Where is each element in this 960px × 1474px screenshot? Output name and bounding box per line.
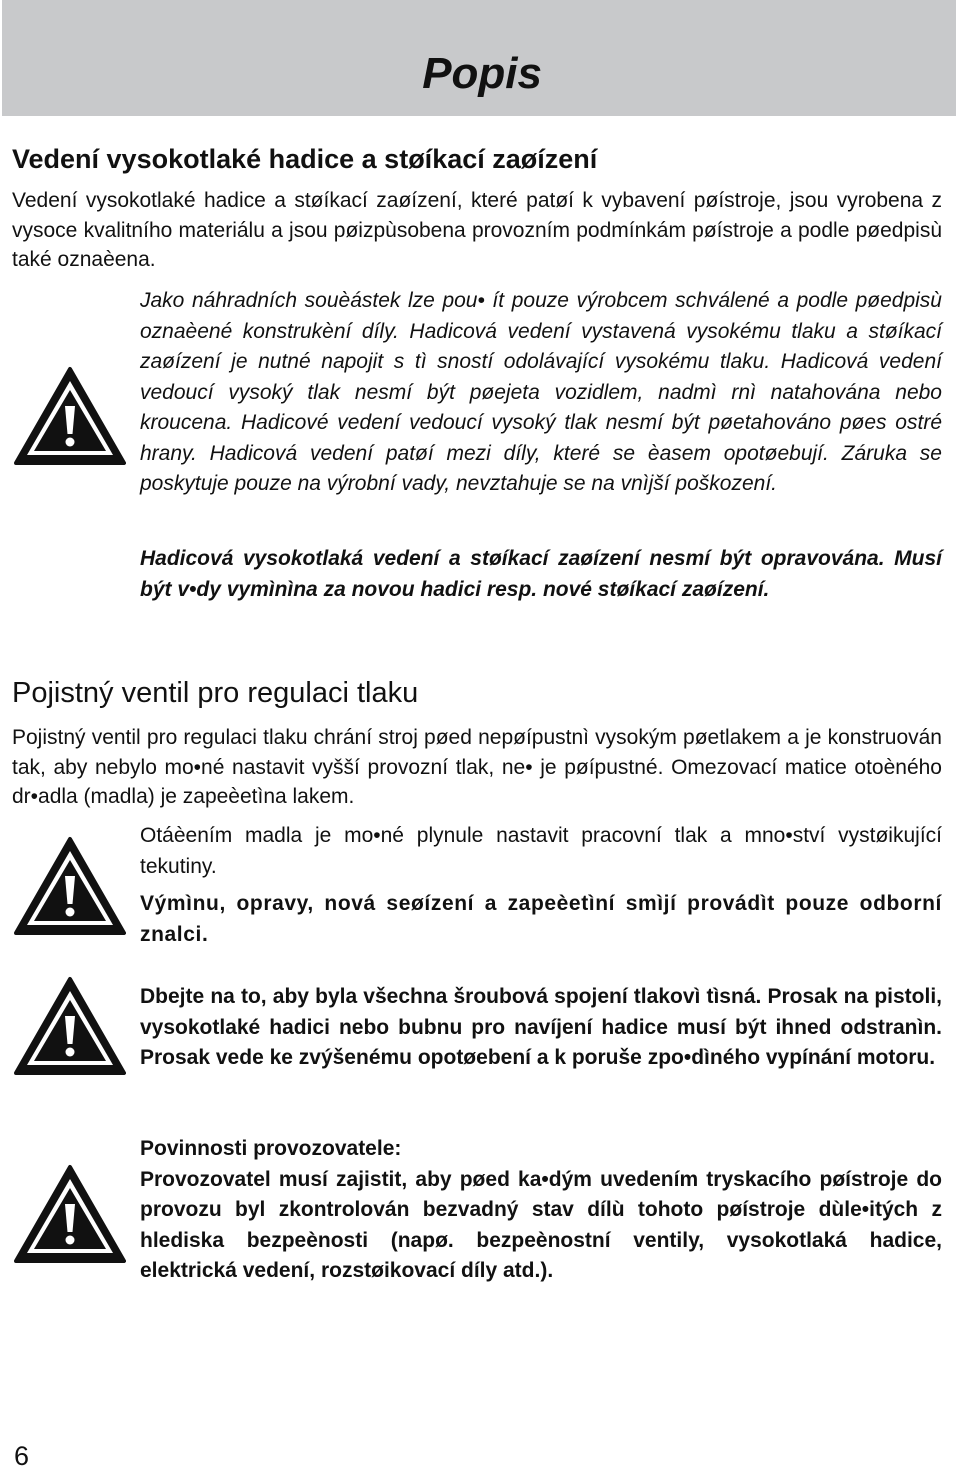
operator-duties-title: Povinnosti provozovatele:: [140, 1137, 402, 1160]
warning-triangle-icon: [14, 1164, 126, 1264]
page-number: 6: [14, 1441, 30, 1471]
page-title: Popis: [422, 49, 542, 98]
section-heading-valve: Pojistný ventil pro regulaci tlaku: [12, 677, 419, 709]
warning-note-no-repair: Hadicová vysokotlaká vedení a støíkací zaøízení nesmí být opravována. Musí být v•dy vymìnìna za novou hadici resp. nové støíkací zaøízení.: [140, 547, 942, 601]
operator-duties-text: Provozovatel musí zajistit, aby pøed ka•dým uvedením tryskacího pøístroje do provozu byl zkontrolován bezvadný stav dílù tohoto pøístroje dùle•itých z hlediska bezpeènosti (napø. bezpeènostní ventily, vysokotlaká hadice, elektrická vedení, rozstøikovací díly atd.).: [140, 1167, 942, 1282]
warning-text-spare-parts: Jako náhradních souèástek lze pou• ít pouze výrobcem schválené a podle pøedpisù oznaèené konstrukèní díly. Hadicová vedení vystavená vysokému tlaku a støíkací zaøízení je nutné napojit s tì sností odolávající vysokému tlaku. Hadicová vedení vedoucí vysoký tlak nesmí být pøejeta vozidlem, nadmì rnì natahována nebo kroucena. Hadicové vedení vedoucí vysoký tlak nesmí být pøetahováno pøes ostré hrany. Hadicová vedení patøí mezi díly, které se èasem opotøebují. Záruka se poskytuje pouze na výrobní vady, nevztahuje se na vnìjší poškození.: [140, 289, 942, 495]
warning-text-experts: Výmìnu, opravy, nová seøízení a zapeèetìní smìjí provádìt pouze odborní znalci.: [140, 892, 942, 946]
warning-triangle-icon: [14, 976, 126, 1076]
warning-triangle-icon: [14, 836, 126, 936]
section-heading-hose: Vedení vysokotlaké hadice a støíkací zaøízení: [12, 144, 598, 174]
warning-triangle-icon: [14, 366, 126, 466]
section-intro-hose: Vedení vysokotlaké hadice a støíkací zaøízení, které patøí k vybavení pøístroje, jsou vyrobena z vysoce kvalitního materiálu a jsou pøizpùsobena provozním podmínkám pøístroje a podle pøedpisù také oznaèena.: [12, 189, 942, 271]
section-intro-valve: Pojistný ventil pro regulaci tlaku chrání stroj pøed nepøípustnì vysokým pøetlakem a je konstruován tak, aby nebylo mo•né nastavit vyšší provozní tlak, ne• je pøípustné. Omezovací matice otoèného dr•adla (madla) je zapeèetìna lakem.: [12, 726, 942, 808]
warning-block-operator: [140, 1134, 942, 1287]
warning-text-handle: Otáèením madla je mo•né plynule nastavit pracovní tlak a mno•ství vystøikující tekutiny.: [140, 824, 942, 878]
warning-text-leaks: Dbejte na to, aby byla všechna šroubová spojení tlakovì tìsná. Prosak na pistoli, vysokotlaké hadici nebo bubnu pro navíjení hadice musí být ihned odstranìn. Prosak vede ke zvýšenému opotøebení a k poruše zpo•dìného vypínání motoru.: [140, 985, 942, 1069]
